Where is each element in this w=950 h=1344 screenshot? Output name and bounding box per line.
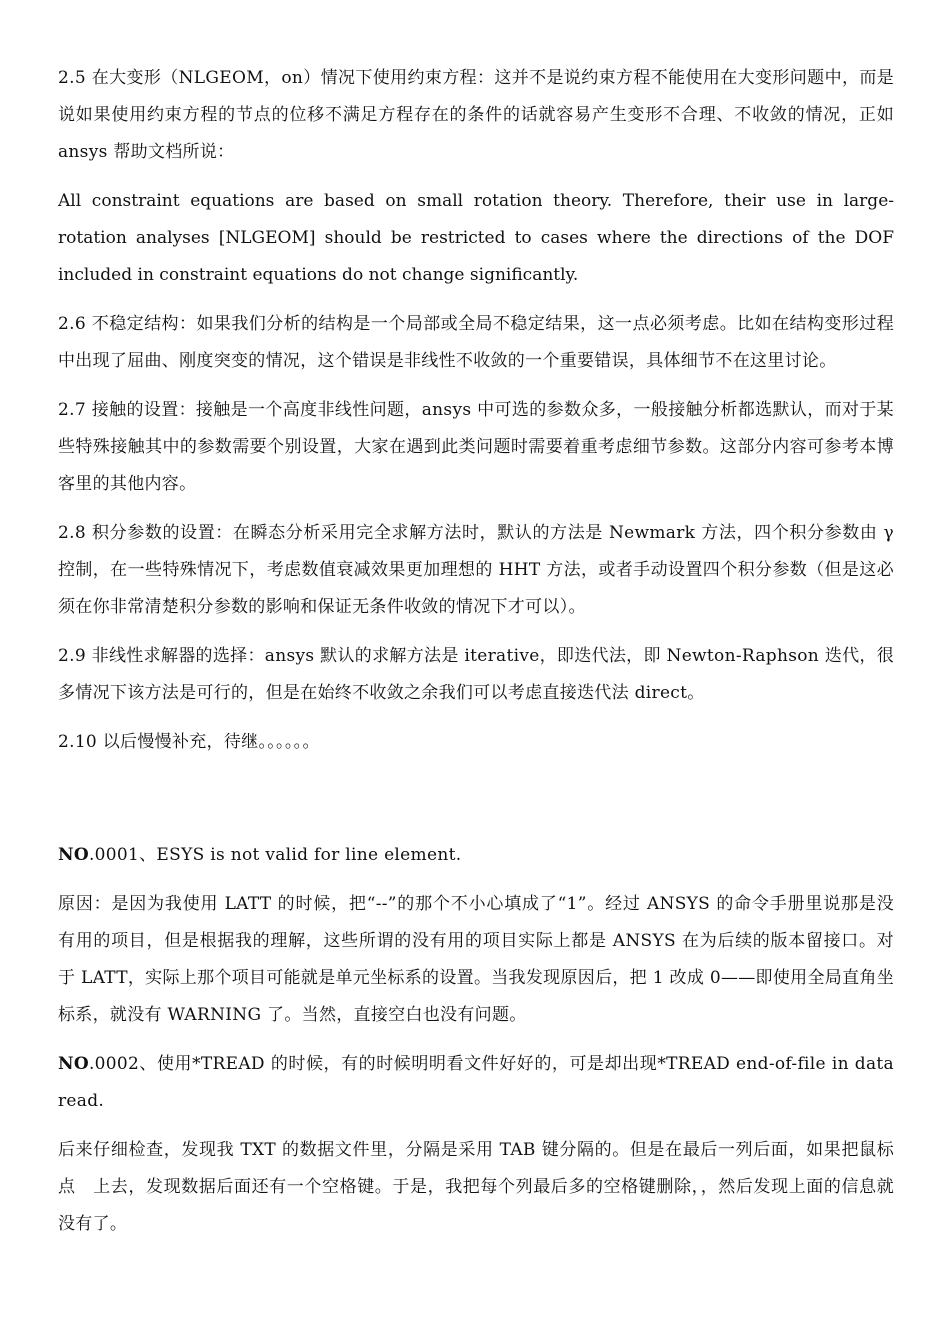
issue-title-text: .0001、ESYS is not valid for line element. (88, 845, 462, 865)
issue-no-label: NO (58, 845, 89, 865)
issue-title-text: .0002、使用*TREAD 的时候，有的时候明明看文件好好的，可是却出现*TREAD end-of-file in data read. (58, 1054, 894, 1111)
section-2-6: 2.6 不稳定结构：如果我们分析的结构是一个局部或全局不稳定结果，这一点必须考虑。比如在结构变形过程中出现了屈曲、刚度突变的情况，这个错误是非线性不收敛的一个重要错误，具体细节不在这里讨论。 (58, 314, 894, 371)
section-2-10: 2.10 以后慢慢补充，待继。。。。。。 (58, 732, 320, 752)
issue-no-label: NO (58, 1054, 89, 1074)
issue-0001-title (58, 837, 894, 874)
blank-gap (58, 773, 894, 837)
section-2-8: 2.8 积分参数的设置：在瞬态分析采用完全求解方法时，默认的方法是 Newmark 方法，四个积分参数由 γ 控制，在一些特殊情况下，考虑数值衰减效果更加理想的 HHT 方法，或者手动设置四个积分参数（但是这必须在你非常清楚积分参数的影响和保证无条件收敛的情况下才可以）。 (58, 523, 894, 617)
section-2-9: 2.9 非线性求解器的选择：ansys 默认的求解方法是 iterative，即迭代法，即 Newton-Raphson 迭代，很多情况下该方法是可行的，但是在始终不收敛之余我们可以考虑直接迭代法 direct。 (58, 646, 894, 703)
issue-0001-body: 原因：是因为我使用 LATT 的时候，把“--”的那个不小心填成了“1”。经过 ANSYS 的命令手册里说那是没 有用的项目，但是根据我的理解，这些所谓的没有用的项目实际上都是 ANSYS 在为后续的版本留接口。对 于 LATT，实际上那个项目可能就是单元坐标系的设置。当我发现原因后，把 1 改成 0——即使用全局直角坐 标系，就没有 WARNING 了。当然，直接空白也没有问题。 (58, 894, 912, 1025)
issue-0002-title (58, 1046, 894, 1120)
document-page (58, 60, 912, 1255)
ansys-help-quote: All constraint equations are based on small rotation theory. Therefore, their use in large-rotation analyses [NLGEOM] should be restricted to cases where the directions of the DOF included in constraint equations do not change significantly. (58, 191, 894, 285)
issue-0002-body: 后来仔细检查，发现我 TXT 的数据文件里，分隔是采用 TAB 键分隔的。但是在最后一列后面，如果把鼠标点 上去，发现数据后面还有一个空格键。于是，我把每个列最后多的空格键删除，，然后发现上面的信息就 没有了。 (58, 1140, 912, 1234)
section-2-7: 2.7 接触的设置：接触是一个高度非线性问题，ansys 中可选的参数众多，一般接触分析都选默认，而对于某些特殊接触其中的参数需要个别设置，大家在遇到此类问题时需要着重考虑细节参数。这部分内容可参考本博客里的其他内容。 (58, 400, 894, 494)
section-2-5: 2.5 在大变形（NLGEOM，on）情况下使用约束方程：这并不是说约束方程不能使用在大变形问题中，而是说如果使用约束方程的节点的位移不满足方程存在的条件的话就容易产生变形不合理、不收敛的情况，正如 ansys 帮助文档所说： (58, 68, 894, 162)
